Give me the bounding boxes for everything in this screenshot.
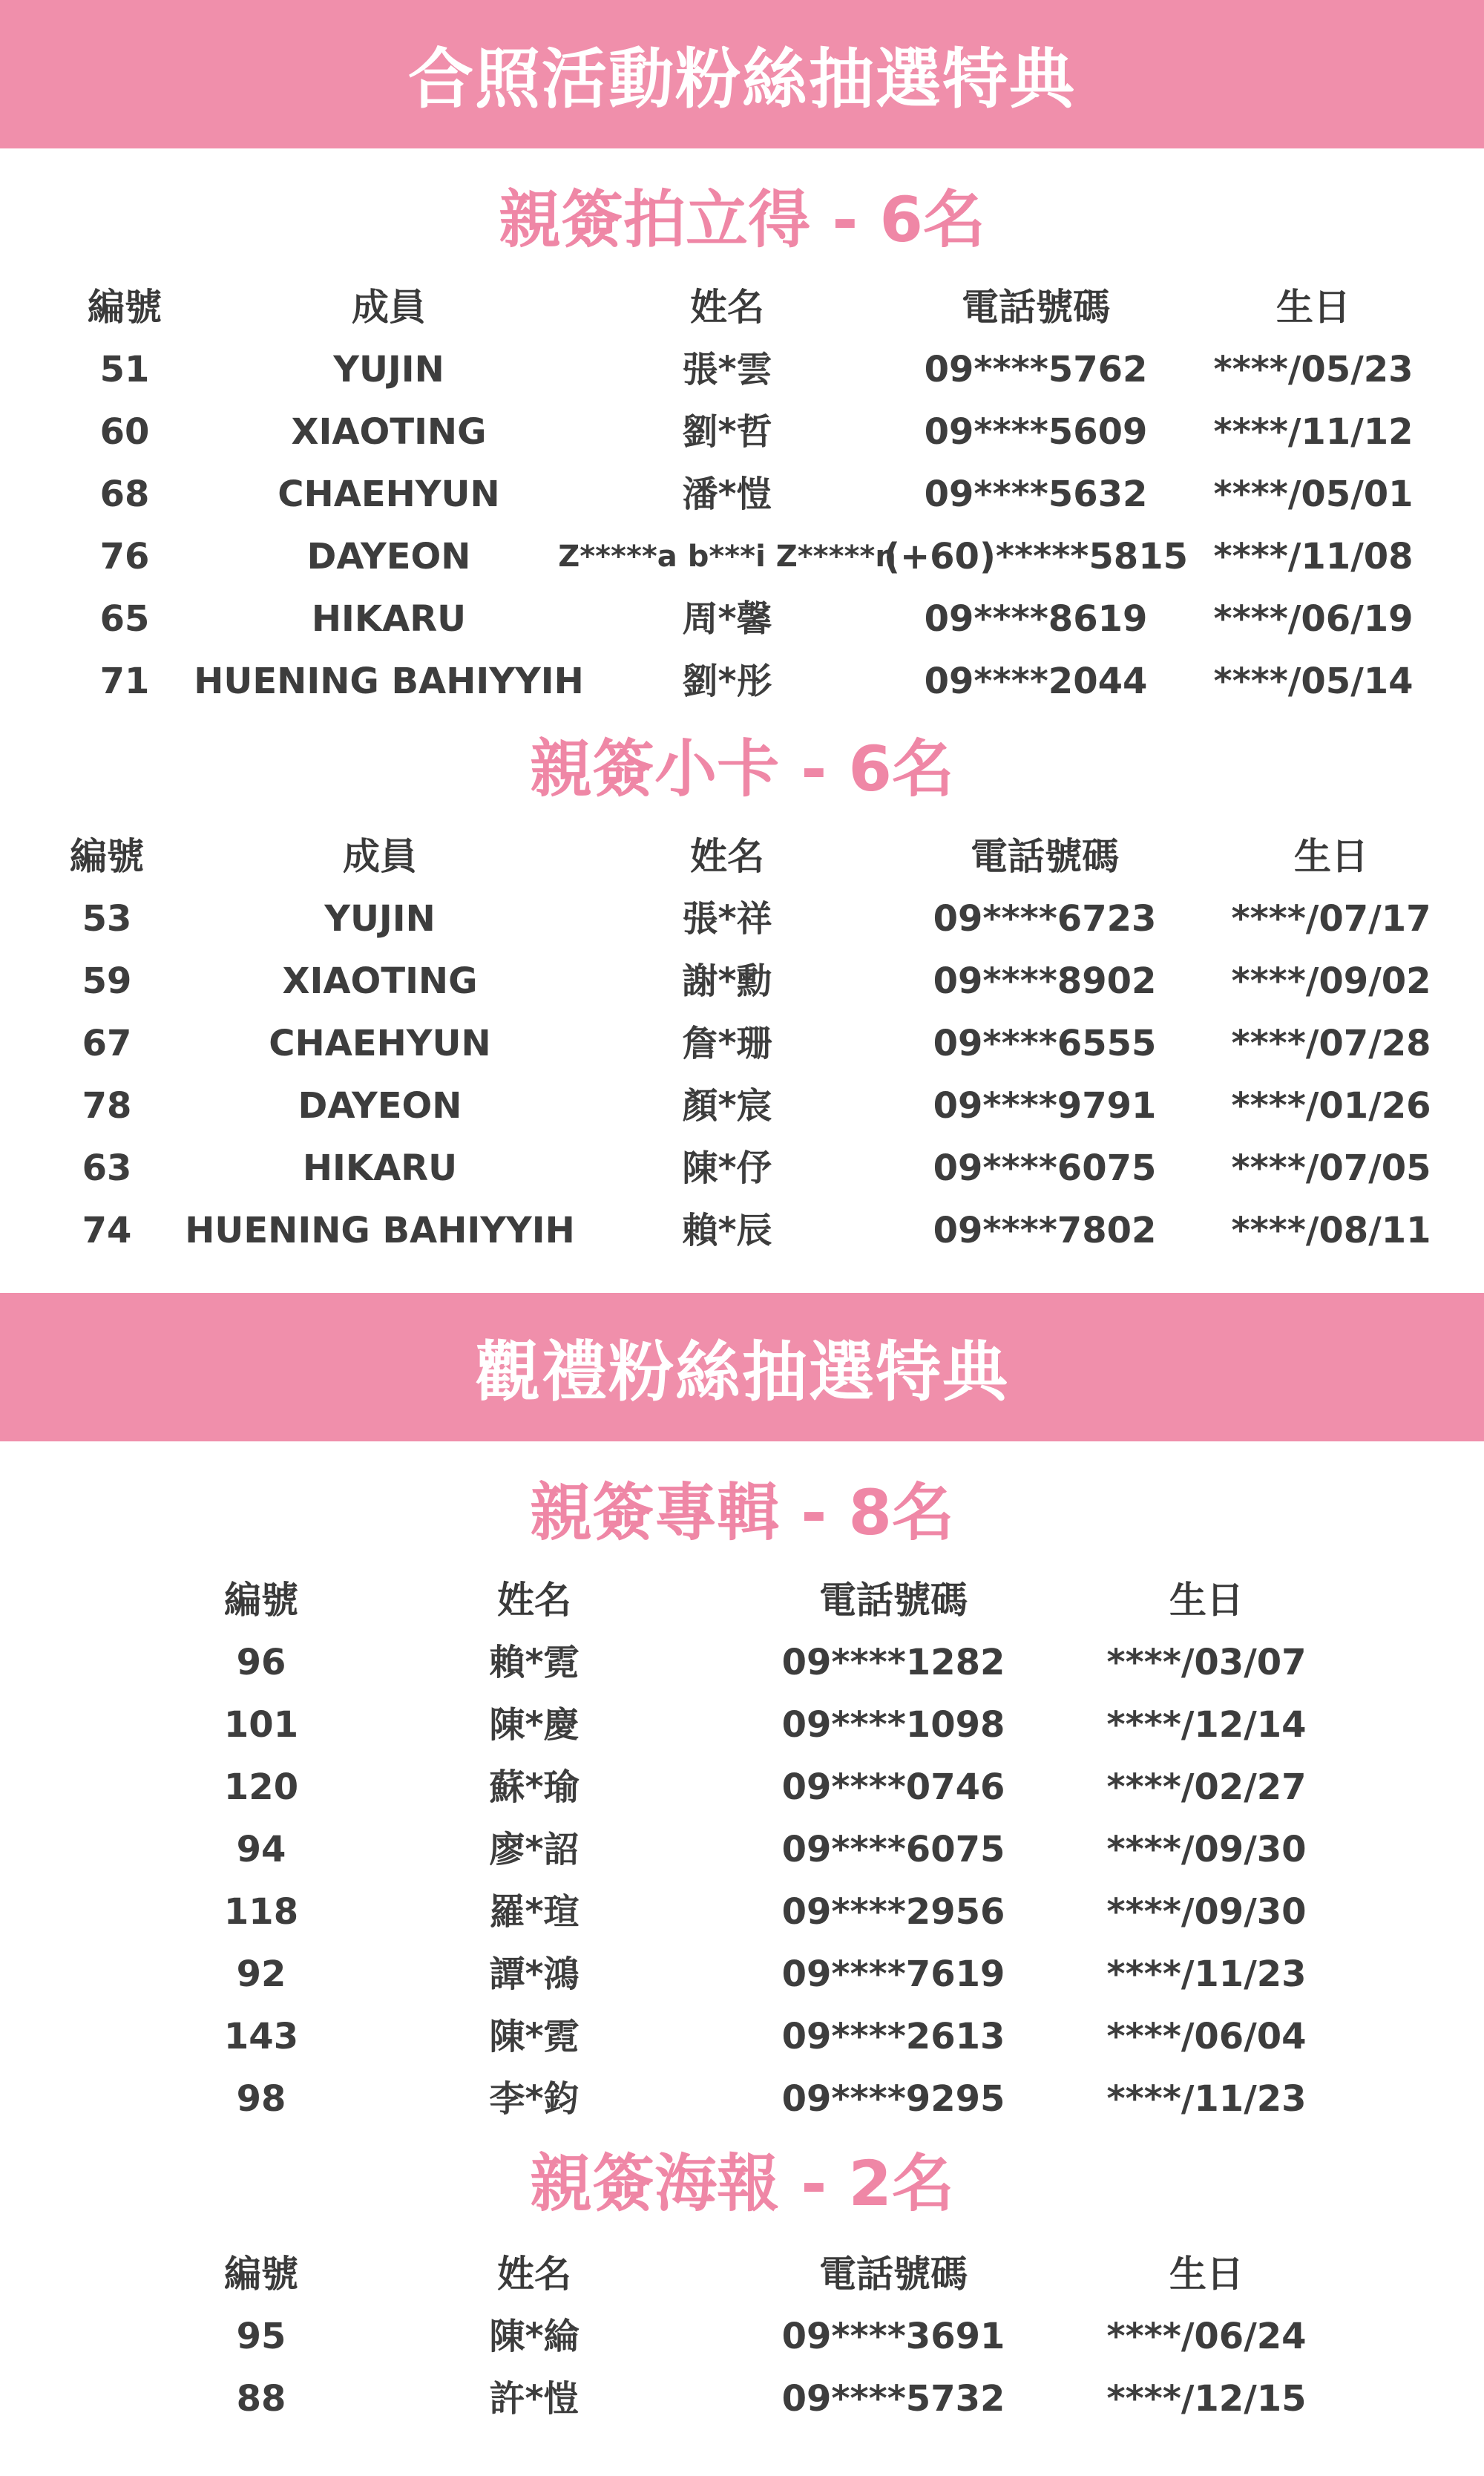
table-row [0, 463, 1484, 525]
column-header: 編號 [224, 1579, 298, 1622]
table-row [0, 1756, 1484, 1818]
table-cell: 潘*愷 [682, 474, 772, 515]
table-row [0, 588, 1484, 650]
column-header: 編號 [224, 2253, 298, 2296]
table-cell: 劉*彤 [682, 661, 772, 702]
column-header: 生日 [1276, 286, 1350, 329]
section-heading-album [0, 1476, 1484, 1549]
table-cell: ****/05/14 [1213, 661, 1414, 702]
table-cell: 09****0746 [781, 1766, 1005, 1808]
table-cell: 09****6075 [781, 1829, 1005, 1870]
table-row [0, 1943, 1484, 2005]
column-header: 電話號碼 [819, 1579, 968, 1622]
column-header: 成員 [343, 835, 417, 878]
table-cell: 09****3691 [781, 2316, 1005, 2357]
section-heading-text: 親簽拍立得 - 6名 [499, 183, 985, 256]
winners-table-poster [0, 2243, 1484, 2430]
section-heading-polaroid [0, 183, 1484, 256]
table-cell: 98 [236, 2078, 286, 2120]
column-header: 生日 [1294, 835, 1368, 878]
table-cell: 謝*勳 [682, 960, 772, 1002]
table-cell: 09****9791 [933, 1085, 1157, 1127]
table-cell: 92 [236, 1953, 286, 1995]
table-cell: 陳*霓 [489, 2016, 580, 2057]
table-row [0, 2305, 1484, 2368]
table-cell: ****/07/05 [1231, 1147, 1431, 1189]
table-cell: YUJIN [324, 898, 436, 940]
table-cell: Z*****a b***i Z*****n [558, 540, 896, 574]
table-row [0, 1137, 1484, 1199]
table-cell: 09****6075 [933, 1147, 1157, 1189]
table-cell: ****/12/15 [1106, 2378, 1307, 2420]
table-cell: 賴*霓 [489, 1642, 580, 1683]
table-cell: ****/11/12 [1213, 411, 1414, 453]
banner-title: 觀禮粉絲抽選特典 [474, 1334, 1009, 1410]
table-cell: ****/07/28 [1231, 1023, 1431, 1064]
table-cell: 詹*珊 [682, 1023, 772, 1064]
column-header: 電話號碼 [971, 835, 1119, 878]
table-cell: 65 [99, 598, 150, 640]
column-header: 姓名 [497, 2253, 571, 2296]
section-heading-poster [0, 2147, 1484, 2220]
table-row [0, 1818, 1484, 1881]
table-header-row [0, 2243, 1484, 2305]
table-cell: 廖*詔 [489, 1829, 580, 1870]
banner-photo-event [0, 0, 1484, 148]
table-cell: (+60)*****5815 [884, 536, 1188, 577]
table-cell: 101 [223, 1704, 299, 1746]
section-heading-text: 親簽小卡 - 6名 [530, 733, 954, 805]
table-row [0, 888, 1484, 950]
table-cell: XIAOTING [291, 411, 487, 453]
table-header-row [0, 825, 1484, 888]
table-cell: HUENING BAHIYYIH [185, 1210, 575, 1251]
table-row [0, 1694, 1484, 1756]
table-cell: 74 [82, 1210, 132, 1251]
table-cell: 63 [82, 1147, 132, 1189]
table-cell: 09****5762 [924, 349, 1148, 390]
column-header: 姓名 [497, 1579, 571, 1622]
table-row [0, 1075, 1484, 1137]
table-row [0, 1631, 1484, 1694]
table-cell: 周*馨 [682, 598, 772, 640]
table-cell: HIKARU [302, 1147, 458, 1189]
table-cell: ****/09/30 [1106, 1829, 1307, 1870]
table-cell: CHAEHYUN [269, 1023, 491, 1064]
table-cell: ****/06/19 [1213, 598, 1414, 640]
table-cell: 59 [82, 960, 132, 1002]
banner-ceremony-event [0, 1293, 1484, 1441]
table-cell: 09****2956 [781, 1891, 1005, 1933]
table-cell: 陳*綸 [489, 2316, 580, 2357]
table-cell: 蘇*瑜 [489, 1766, 580, 1808]
table-cell: 09****1282 [781, 1642, 1005, 1683]
column-header: 生日 [1169, 1579, 1244, 1622]
table-cell: YUJIN [333, 349, 444, 390]
winners-table-photocard [0, 825, 1484, 1262]
table-cell: DAYEON [298, 1085, 462, 1127]
table-row [0, 650, 1484, 713]
table-cell: 78 [82, 1085, 132, 1127]
table-cell: 09****5609 [924, 411, 1148, 453]
table-cell: 張*雲 [682, 349, 772, 390]
table-row [0, 1199, 1484, 1262]
column-header: 成員 [352, 286, 426, 329]
table-cell: ****/09/02 [1231, 960, 1431, 1002]
table-cell: 許*愷 [489, 2378, 580, 2420]
table-cell: ****/08/11 [1231, 1210, 1431, 1251]
table-row [0, 2368, 1484, 2430]
column-header: 編號 [88, 286, 162, 329]
table-row [0, 1012, 1484, 1075]
table-cell: 顏*宸 [682, 1085, 772, 1127]
table-row [0, 2005, 1484, 2068]
section-heading-text: 親簽專輯 - 8名 [530, 1476, 954, 1549]
table-cell: ****/06/24 [1106, 2316, 1307, 2357]
table-cell: 67 [82, 1023, 132, 1064]
table-row [0, 525, 1484, 588]
table-cell: ****/05/01 [1213, 474, 1414, 515]
table-cell: 09****9295 [781, 2078, 1005, 2120]
table-cell: DAYEON [306, 536, 471, 577]
section-heading-photocard [0, 733, 1484, 805]
table-cell: 88 [236, 2378, 286, 2420]
column-header: 生日 [1169, 2253, 1244, 2296]
table-cell: ****/11/23 [1106, 2078, 1307, 2120]
table-cell: 張*祥 [682, 898, 772, 940]
table-row [0, 1881, 1484, 1943]
table-cell: 09****1098 [781, 1704, 1005, 1746]
table-cell: 09****7802 [933, 1210, 1157, 1251]
column-header: 電話號碼 [962, 286, 1110, 329]
table-header-row [0, 276, 1484, 338]
table-cell: ****/03/07 [1106, 1642, 1307, 1683]
column-header: 編號 [70, 835, 144, 878]
table-cell: 09****6723 [933, 898, 1157, 940]
table-cell: 120 [223, 1766, 299, 1808]
table-cell: ****/01/26 [1231, 1085, 1431, 1127]
table-cell: CHAEHYUN [278, 474, 500, 515]
table-row [0, 338, 1484, 401]
table-cell: 53 [82, 898, 132, 940]
table-cell: 李*鈞 [489, 2078, 580, 2120]
table-row [0, 2068, 1484, 2130]
table-row [0, 401, 1484, 463]
table-cell: 09****5632 [924, 474, 1148, 515]
banner-title: 合照活動粉絲抽選特典 [407, 41, 1076, 117]
table-header-row [0, 1569, 1484, 1631]
table-cell: 羅*瑄 [489, 1891, 580, 1933]
table-cell: 09****2044 [924, 661, 1148, 702]
section-heading-text: 親簽海報 - 2名 [530, 2147, 954, 2220]
table-cell: 51 [99, 349, 150, 390]
table-cell: HUENING BAHIYYIH [194, 661, 584, 702]
table-cell: 09****6555 [933, 1023, 1157, 1064]
table-cell: 76 [99, 536, 150, 577]
table-cell: 09****7619 [781, 1953, 1005, 1995]
table-cell: 94 [236, 1829, 286, 1870]
table-cell: 60 [99, 411, 150, 453]
column-header: 姓名 [690, 835, 764, 878]
table-cell: 09****8619 [924, 598, 1148, 640]
winners-table-polaroid [0, 276, 1484, 713]
table-cell: ****/11/08 [1213, 536, 1414, 577]
table-cell: 96 [236, 1642, 286, 1683]
table-cell: 68 [99, 474, 150, 515]
table-cell: 143 [223, 2016, 299, 2057]
table-row [0, 950, 1484, 1012]
winners-table-album [0, 1569, 1484, 2130]
table-cell: ****/11/23 [1106, 1953, 1307, 1995]
table-cell: ****/06/04 [1106, 2016, 1307, 2057]
table-cell: 陳*伃 [682, 1147, 772, 1189]
table-cell: ****/05/23 [1213, 349, 1414, 390]
table-cell: ****/12/14 [1106, 1704, 1307, 1746]
table-cell: 劉*哲 [682, 411, 772, 453]
table-cell: 譚*鴻 [489, 1953, 580, 1995]
table-cell: ****/02/27 [1106, 1766, 1307, 1808]
column-header: 電話號碼 [819, 2253, 968, 2296]
table-cell: 118 [223, 1891, 299, 1933]
table-cell: 95 [236, 2316, 286, 2357]
table-cell: 09****8902 [933, 960, 1157, 1002]
table-cell: 賴*辰 [682, 1210, 772, 1251]
table-cell: ****/09/30 [1106, 1891, 1307, 1933]
table-cell: 71 [99, 661, 150, 702]
table-cell: ****/07/17 [1231, 898, 1431, 940]
column-header: 姓名 [690, 286, 764, 329]
table-cell: HIKARU [311, 598, 467, 640]
table-cell: 09****5732 [781, 2378, 1005, 2420]
table-cell: 陳*慶 [489, 1704, 580, 1746]
table-cell: XIAOTING [282, 960, 478, 1002]
table-cell: 09****2613 [781, 2016, 1005, 2057]
